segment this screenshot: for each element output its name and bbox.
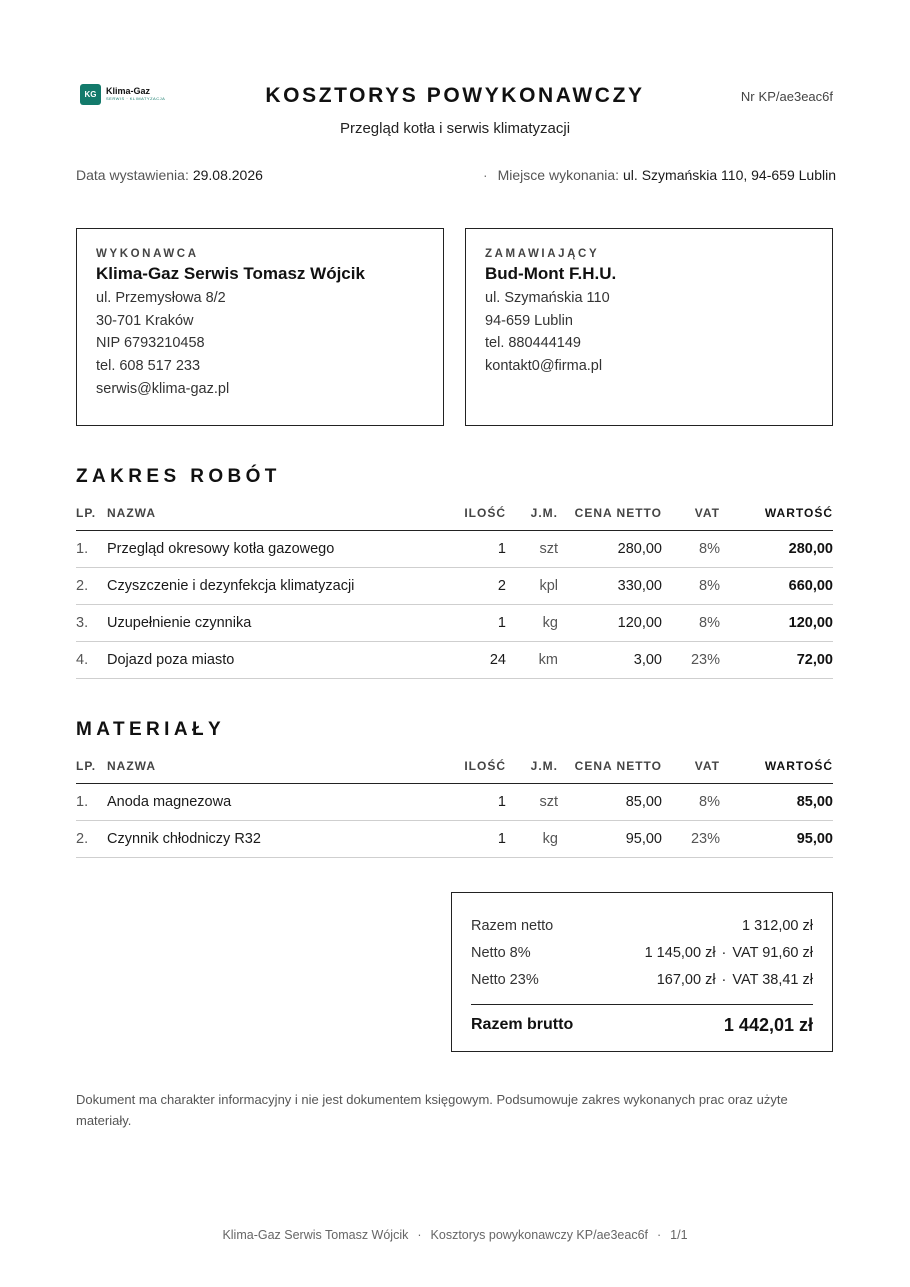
summary-net8-value: 1 145,00 zł xyxy=(644,944,716,961)
summary-net23-row xyxy=(471,966,813,993)
row-price: 280,00 xyxy=(558,530,662,567)
summary-gross-value: 1 442,01 zł xyxy=(723,1014,813,1035)
row-qty: 1 xyxy=(436,604,506,641)
row-total: 85,00 xyxy=(720,783,833,820)
summary-gross-row xyxy=(471,1005,813,1045)
row-name: Czyszczenie i dezynfekcja klimatyzacji xyxy=(107,567,436,604)
row-vat: 8% xyxy=(662,530,720,567)
summary-net-label: Razem netto xyxy=(471,917,554,934)
col-qty: ILOŚĆ xyxy=(436,750,506,783)
row-total: 95,00 xyxy=(720,820,833,857)
col-unit: J.M. xyxy=(506,750,558,783)
col-price: CENA NETTO xyxy=(558,497,662,530)
page-footer xyxy=(0,1228,910,1242)
row-name: Uzupełnienie czynnika xyxy=(107,604,436,641)
row-vat: 23% xyxy=(662,641,720,678)
summary-net-value: 1 312,00 zł xyxy=(742,917,813,934)
works-table-header xyxy=(76,497,833,530)
row-unit: kg xyxy=(506,604,558,641)
row-lp: 3. xyxy=(76,604,107,641)
client-address: ul. Szymańskia 110 xyxy=(485,290,610,306)
separator-dot: · xyxy=(721,971,727,988)
works-section-title: ZAKRES ROBÓT xyxy=(76,466,281,487)
summary-box xyxy=(451,892,833,1052)
document-number-label: Nr xyxy=(740,89,755,104)
table-row xyxy=(76,641,833,678)
separator-dot: · xyxy=(482,167,488,183)
row-unit: szt xyxy=(506,783,558,820)
row-lp: 4. xyxy=(76,641,107,678)
footer-page-number: 1/1 xyxy=(670,1228,688,1242)
row-total: 660,00 xyxy=(720,567,833,604)
row-unit: km xyxy=(506,641,558,678)
table-row xyxy=(76,530,833,567)
col-qty: ILOŚĆ xyxy=(436,497,506,530)
col-total: WARTOŚĆ xyxy=(720,497,833,530)
row-vat: 8% xyxy=(662,783,720,820)
work-place-value: ul. Szymańskia 110, 94-659 Lublin xyxy=(623,167,836,183)
issue-date-label: Data wystawienia: xyxy=(76,167,189,183)
contractor-label: WYKONAWCA xyxy=(96,248,199,260)
row-vat: 8% xyxy=(662,567,720,604)
row-name: Czynnik chłodniczy R32 xyxy=(107,820,436,857)
client-email: kontakt0@firma.pl xyxy=(485,358,603,375)
client-box xyxy=(465,228,833,426)
row-vat: 23% xyxy=(662,820,720,857)
footer-document: Kosztorys powykonawczy KP/ae3eac6f xyxy=(430,1228,648,1242)
row-unit: szt xyxy=(506,530,558,567)
row-name: Anoda magnezowa xyxy=(107,783,436,820)
row-lp: 2. xyxy=(76,820,107,857)
contractor-name: Klima-Gaz Serwis Tomasz Wójcik xyxy=(96,264,365,283)
summary-vat8-value: VAT 91,60 zł xyxy=(732,944,813,961)
contractor-phone: tel. 608 517 233 xyxy=(96,358,201,375)
disclaimer-note: Dokument ma charakter informacyjny i nie jest dokumentem księgowym. Podsumowuje zakres wykonanych prac oraz użyte materiały. xyxy=(76,1092,788,1128)
row-qty: 1 xyxy=(436,820,506,857)
row-total: 280,00 xyxy=(720,530,833,567)
row-vat: 8% xyxy=(662,604,720,641)
contractor-nip: NIP 6793210458 xyxy=(96,335,205,352)
col-vat: VAT xyxy=(662,497,720,530)
document-subtitle: Przegląd kotła i serwis klimatyzacji xyxy=(339,120,571,137)
works-table xyxy=(76,497,833,679)
col-lp: LP. xyxy=(76,750,107,783)
separator-dot: · xyxy=(721,944,727,961)
row-qty: 2 xyxy=(436,567,506,604)
issue-date xyxy=(76,167,263,183)
table-row xyxy=(76,783,833,820)
summary-vat23-value: VAT 38,41 zł xyxy=(732,971,813,988)
row-lp: 1. xyxy=(76,783,107,820)
row-unit: kg xyxy=(506,820,558,857)
summary-net23-value: 167,00 zł xyxy=(656,971,716,988)
summary-net-row xyxy=(471,912,813,939)
row-total: 72,00 xyxy=(720,641,833,678)
document-number xyxy=(741,89,833,104)
logo-tagline: SERWIS · KLIMATYZACJA xyxy=(106,96,166,101)
contractor-address: ul. Przemysłowa 8/2 xyxy=(96,290,226,306)
client-city: 94-659 Lublin xyxy=(485,312,573,329)
row-qty: 1 xyxy=(436,530,506,567)
col-lp: LP. xyxy=(76,497,107,530)
client-label: ZAMAWIAJĄCY xyxy=(485,248,600,260)
logo-name: Klima-Gaz xyxy=(106,86,151,96)
logo-mark: KG xyxy=(80,84,101,105)
table-row xyxy=(76,604,833,641)
document-title: KOSZTORYS POWYKONAWCZY xyxy=(265,84,645,107)
table-row xyxy=(76,820,833,857)
row-unit: kpl xyxy=(506,567,558,604)
separator-dot: · xyxy=(417,1228,422,1242)
contractor-box xyxy=(76,228,444,426)
row-lp: 1. xyxy=(76,530,107,567)
summary-net23-values xyxy=(657,972,813,988)
col-name: NAZWA xyxy=(107,497,436,530)
row-price: 95,00 xyxy=(558,820,662,857)
row-qty: 1 xyxy=(436,783,506,820)
col-vat: VAT xyxy=(662,750,720,783)
row-name: Przegląd okresowy kotła gazowego xyxy=(107,530,436,567)
separator-dot: · xyxy=(657,1228,662,1242)
materials-section-title: MATERIAŁY xyxy=(76,719,226,740)
col-unit: J.M. xyxy=(506,497,558,530)
summary-net8-row xyxy=(471,939,813,966)
row-name: Dojazd poza miasto xyxy=(107,641,436,678)
summary-net8-values xyxy=(645,945,813,961)
footer-company: Klima-Gaz Serwis Tomasz Wójcik xyxy=(222,1228,409,1242)
table-row xyxy=(76,567,833,604)
row-qty: 24 xyxy=(436,641,506,678)
contractor-city: 30-701 Kraków xyxy=(96,312,194,329)
row-lp: 2. xyxy=(76,567,107,604)
contractor-email: serwis@klima-gaz.pl xyxy=(96,380,230,397)
col-price: CENA NETTO xyxy=(558,750,662,783)
row-price: 85,00 xyxy=(558,783,662,820)
materials-table-header xyxy=(76,750,833,783)
col-name: NAZWA xyxy=(107,750,436,783)
issue-date-value: 29.08.2026 xyxy=(192,167,263,183)
row-price: 120,00 xyxy=(558,604,662,641)
summary-net8-label: Netto 8% xyxy=(471,944,531,961)
materials-table xyxy=(76,750,833,858)
client-phone: tel. 880444149 xyxy=(485,335,581,352)
document-number-value: KP/ae3eac6f xyxy=(758,89,833,104)
row-total: 120,00 xyxy=(720,604,833,641)
work-place xyxy=(483,167,836,183)
row-price: 3,00 xyxy=(558,641,662,678)
summary-gross-label: Razem brutto xyxy=(471,1016,574,1033)
row-price: 330,00 xyxy=(558,567,662,604)
client-name: Bud-Mont F.H.U. xyxy=(485,264,617,283)
work-place-label: Miejsce wykonania: xyxy=(497,167,620,183)
col-total: WARTOŚĆ xyxy=(720,750,833,783)
summary-net23-label: Netto 23% xyxy=(471,971,539,988)
